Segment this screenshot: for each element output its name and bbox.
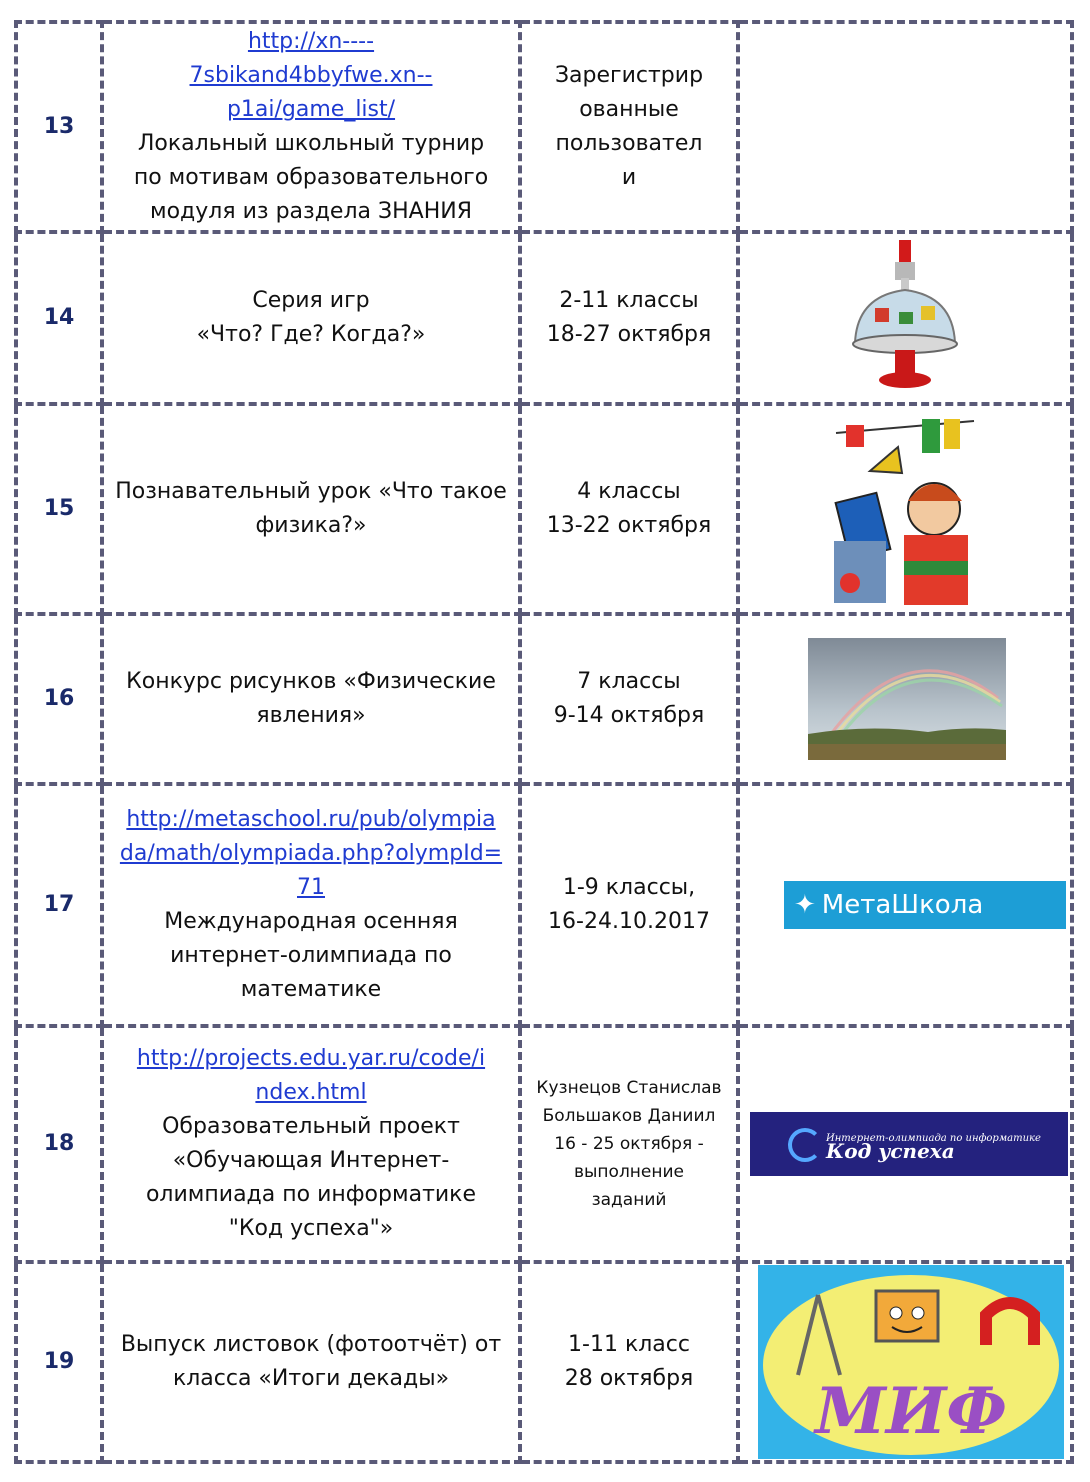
rainbow-photo	[808, 638, 1006, 760]
event-image-cell	[738, 1262, 1072, 1462]
event-description: Познавательный урок «Что такое физика?»	[102, 404, 520, 614]
description-line: модуля из раздела ЗНАНИЯ	[150, 199, 472, 224]
event-description: Конкурс рисунков «Физические явления»	[102, 614, 520, 784]
event-description: http://projects.edu.yar.ru/code/i ndex.html Образовательный проект «Обучающая Интернет- олимпиада по информатике "Код успеха"»	[102, 1026, 520, 1262]
logo-text: Код успеха	[826, 1139, 955, 1163]
row-number: 16	[16, 614, 102, 784]
table-row	[16, 404, 1072, 614]
table-row	[16, 22, 1072, 232]
row-number: 15	[16, 404, 102, 614]
row-number: 14	[16, 232, 102, 404]
row-number: 18	[16, 1026, 102, 1262]
event-audience: Зарегистрир ованные пользовател и	[520, 22, 738, 232]
table-row	[16, 614, 1072, 784]
description-line: Локальный школьный турнир	[137, 131, 485, 156]
events-table	[14, 20, 1074, 1464]
event-image-cell	[738, 614, 1072, 784]
event-audience: 2-11 классы 18-27 октября	[520, 232, 738, 404]
table-row	[16, 1026, 1072, 1262]
event-description: http://metaschool.ru/pub/olympia da/math/olympiada.php?olympId= 71 Международная осенняя интернет-олимпиада по математике	[102, 784, 520, 1026]
event-description: Серия игр «Что? Где? Когда?»	[102, 232, 520, 404]
mif-logo	[758, 1265, 1064, 1459]
row-number: 13	[16, 22, 102, 232]
event-description: Выпуск листовок (фотоотчёт) от класса «Итоги декады»	[102, 1262, 520, 1462]
event-audience: 1-11 класс 28 октября	[520, 1262, 738, 1462]
logo-subtitle: Интернет-олимпиада по информатике	[826, 1133, 1041, 1144]
description-line: по мотивам образовательного	[133, 165, 489, 190]
event-image-cell	[738, 22, 1072, 232]
event-image-cell	[738, 404, 1072, 614]
event-image-cell	[738, 232, 1072, 404]
event-image-cell	[738, 1026, 1072, 1262]
logo-text: МИФ	[814, 1374, 1008, 1449]
row-number: 17	[16, 784, 102, 1026]
event-audience: 7 классы 9-14 октября	[520, 614, 738, 784]
event-audience: 4 классы 13-22 октября	[520, 404, 738, 614]
event-link[interactable]: http://metaschool.ru/pub/olympia da/math/olympiada.php?olympId= 71	[119, 807, 503, 900]
event-link[interactable]: http://projects.edu.yar.ru/code/i ndex.html	[136, 1046, 486, 1105]
spinning-top-image	[845, 238, 965, 398]
event-link[interactable]: http://xn---- 7sbikand4bbyfwe.xn-- p1ai/game_list/	[189, 29, 433, 122]
event-audience: Кузнецов Станислав Большаков Даниил 16 - 25 октября - выполнение заданий	[520, 1026, 738, 1262]
dove-icon: ✦	[794, 890, 816, 920]
kod-uspeha-logo	[750, 1112, 1068, 1176]
table-row	[16, 1262, 1072, 1462]
table-row	[16, 232, 1072, 404]
metaschool-logo	[784, 881, 1066, 929]
event-image-cell	[738, 784, 1072, 1026]
physics-boy-image	[832, 411, 978, 607]
event-audience: 1-9 классы, 16-24.10.2017	[520, 784, 738, 1026]
table-row	[16, 784, 1072, 1026]
swirl-icon	[788, 1128, 822, 1162]
row-number: 19	[16, 1262, 102, 1462]
logo-text: МетаШкола	[821, 890, 984, 920]
event-description	[102, 22, 520, 232]
